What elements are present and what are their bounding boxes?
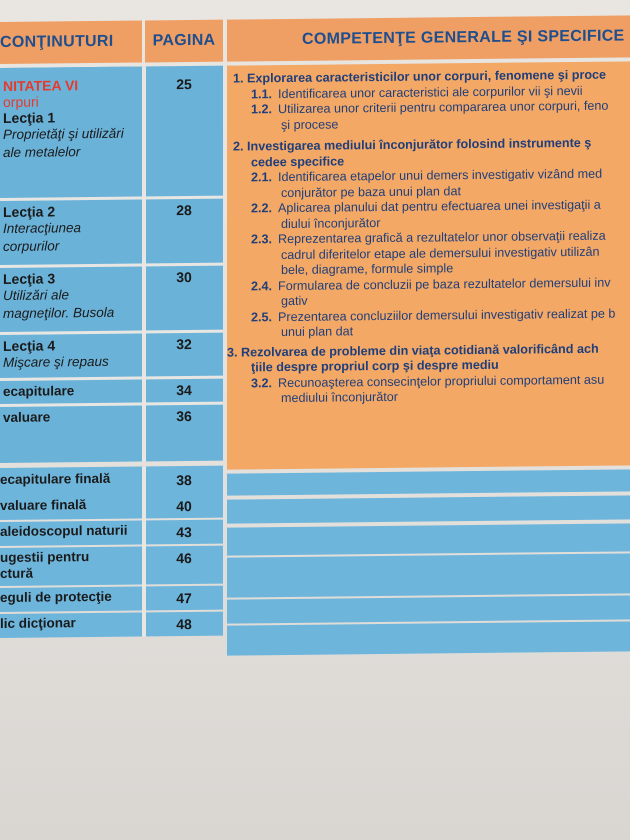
lesson-3-row [0,270,142,329]
competence-general-2-cont: cedee specifice [251,153,345,169]
competence-number: 2.4. [251,278,273,293]
competence-text: Recunoaşterea consecinţelor propriului comportament asu [278,372,605,390]
competence-general-3-cont: ţiile despre propriul corp şi despre mediu [251,357,499,375]
lesson-1-subtitle-line: ale metalelor [3,144,81,160]
safety-rules-page: 47 [176,589,192,607]
competence-number: 3.2. [251,375,273,390]
competence-number: 2.1. [251,170,273,185]
bottom-row-bg-right [227,553,630,597]
header-page [145,20,223,63]
safety-rules-label: eguli de protecţie [0,588,112,605]
bottom-row-bg-right [227,495,630,523]
reading-suggestions-line: ugestii pentru [0,549,90,565]
bottom-row-bg-right [227,469,630,495]
competence-number: 2.2. [251,201,273,216]
competence-continuation: bele, diagrame, formule simple [281,261,454,278]
final-recap-label: ecapitulare finală [0,470,111,487]
lesson-4-page: 32 [176,335,192,353]
unit-title: NITATEA VI [3,77,79,94]
competence-text: Reprezentarea grafică a rezultatelor unor observaţii realiza [278,228,606,247]
lesson-1-title: Lecţia 1 [3,109,56,126]
unit-title-row [0,67,142,196]
competence-text: Identificarea unor caracteristici ale corpurilor vii şi nevii [278,83,583,101]
competence-text: Utilizarea unor criterii pentru compararea unor corpuri, feno [278,98,609,117]
reading-suggestions-line: ctură [0,565,34,581]
competence-number: 1.2. [251,102,273,117]
column-separator [142,466,146,636]
lesson-2-page: 28 [176,201,192,219]
final-eval-page: 40 [176,497,192,515]
competence-text: Formularea de concluzii pe baza rezultatelor demersului inv [278,275,611,293]
kaleidoscope-label: aleidoscopul naturii [0,522,128,539]
competence-number: 2.3. [251,232,273,247]
lesson-1-subtitle-line: Proprietăţi şi utilizări [3,125,124,142]
competence-continuation: mediului înconjurător [281,389,398,406]
competence-continuation: unui plan dat [281,324,354,340]
dictionary-label: lic dicţionar [0,615,76,631]
competence-continuation: cadrul diferitelor etape ale demersului investigativ utilizân [281,244,600,262]
lesson-4-subtitle-line: Mişcare şi repaus [3,353,109,370]
lesson-2-row [0,203,142,262]
competence-continuation: gativ [281,293,308,309]
eval-page: 36 [176,407,192,425]
header-contents [0,21,142,64]
competence-text: Prezentarea concluziilor demersului investigativ realizat pe b [278,306,616,324]
competences-block [227,61,630,469]
header-competences [227,15,630,61]
kaleidoscope-page: 43 [176,523,192,541]
header-contents-label: CONŢINUTURI [0,32,114,51]
recap-row: ecapitulare [3,383,75,399]
bottom-row-bg-right [227,595,630,623]
recap-page: 34 [176,381,192,399]
reading-suggestions-label [0,549,142,582]
unit-page: 25 [176,75,192,93]
final-recap-page: 38 [176,471,192,489]
lesson-4-row [0,337,142,378]
header-page-label: PAGINA [152,31,216,50]
competence-text: Aplicarea planului dat pentru efectuarea unei investigaţii a [278,197,601,216]
lesson-2-subtitle-line: corpurilor [3,238,60,254]
reading-suggestions-page: 46 [176,549,192,567]
lesson-2-subtitle-line: Interacţiunea [3,220,82,236]
competence-continuation: conjurător pe baza unui plan dat [281,183,461,200]
competence-number: 2.5. [251,309,273,324]
competence-continuation: diului înconjurător [281,215,381,231]
eval-row: valuare [3,409,51,425]
competence-general-1: 1. Explorarea caracteristicilor unor corpuri, fenomene şi proce [233,67,607,86]
competence-general-3: 3. Rezolvarea de probleme din viaţa cotidiană valorificând ach [227,341,599,360]
competence-text: Identificarea etapelor unui demers investigativ vizând med [278,166,603,185]
lesson-3-subtitle-line: magneţilor. Busola [3,304,115,321]
competence-general-2: 2. Investigarea mediului înconjurător folosind instrumente ş [233,135,592,154]
unit-subtitle: orpuri [3,93,39,110]
final-eval-label: valuare finală [0,497,87,513]
competence-number: 1.1. [251,86,273,101]
lesson-3-title: Lecţia 3 [3,270,56,287]
lesson-4-title: Lecţia 4 [3,337,56,354]
bottom-row-bg-right [227,523,630,555]
lesson-3-subtitle-line: Utilizări ale [3,287,70,303]
contents-table [0,15,630,642]
dictionary-page: 48 [176,615,192,633]
competence-continuation: şi procese [281,116,339,132]
lesson-2-title: Lecţia 2 [3,203,56,220]
lesson-3-page: 30 [176,268,192,286]
header-competences-label: COMPETENŢE GENERALE ŞI SPECIFICE [302,27,625,48]
bottom-row-bg-right [227,621,630,655]
